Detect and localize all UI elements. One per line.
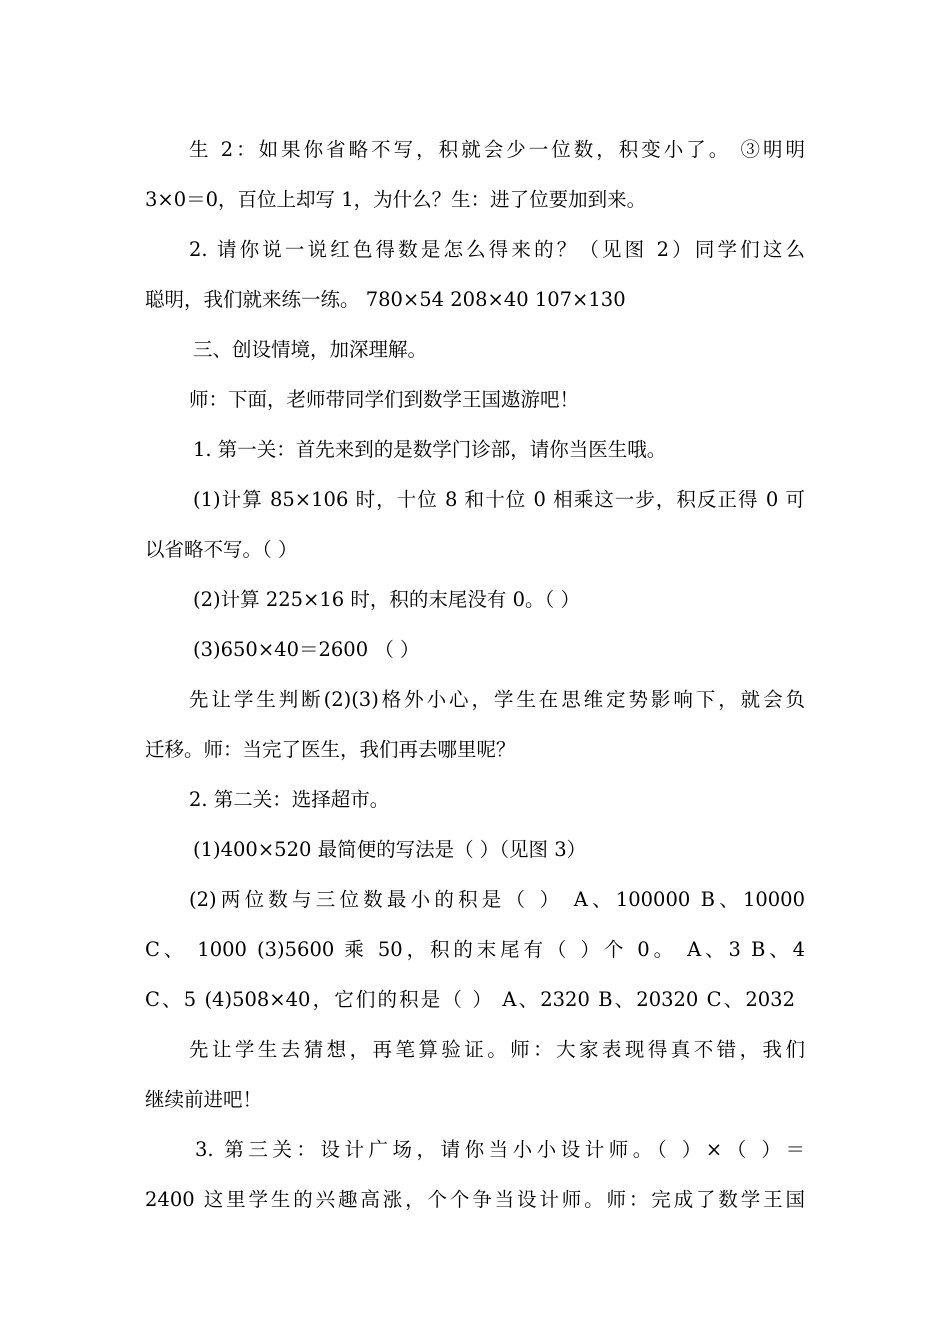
text-line-3: 2. 请你说一说红色得数是怎么得来的？（见图 2）同学们这么 bbox=[189, 238, 805, 261]
text-line-8: (1)计算 85×106 时，十位 8 和十位 0 相乘这一步，积反正得 0 可 bbox=[193, 488, 805, 511]
text-line-2: 3×0＝0，百位上却写 1，为什么？生：进了位要加到来。 bbox=[145, 188, 647, 211]
text-line-14: 2. 第二关：选择超市。 bbox=[189, 788, 390, 811]
text-line-19: 先让学生去猜想，再笔算验证。师：大家表现得真不错，我们 bbox=[189, 1038, 805, 1061]
text-line-21: 3. 第三关：设计广场，请你当小小设计师。（ ）×（ ）＝ bbox=[195, 1138, 805, 1161]
text-line-6: 师：下面，老师带同学们到数学王国遨游吧！ bbox=[189, 388, 580, 411]
text-line-13: 迁移。师：当完了医生，我们再去哪里呢？ bbox=[145, 738, 516, 761]
text-line-10: (2)计算 225×16 时，积的末尾没有 0。（ ） bbox=[193, 588, 580, 611]
text-line-22: 2400 这里学生的兴趣高涨，个个争当设计师。师：完成了数学王国 bbox=[145, 1188, 805, 1211]
text-line-1: 生 2：如果你省略不写，积就会少一位数，积变小了。 ③明明 bbox=[189, 138, 805, 161]
text-line-20: 继续前进吧！ bbox=[145, 1088, 263, 1111]
text-line-9: 以省略不写。（ ） bbox=[145, 538, 298, 561]
text-line-12: 先让学生判断(2)(3)格外小心，学生在思维定势影响下，就会负 bbox=[189, 688, 805, 711]
text-line-18: C、5 (4)508×40，它们的积是（ ） A、2320 B、20320 C、2032 bbox=[145, 988, 795, 1011]
text-line-4: 聪明，我们就来练一练。 780×54 208×40 107×130 bbox=[145, 288, 626, 311]
text-line-15: (1)400×520 最简便的写法是（ ）（见图 3） bbox=[193, 838, 587, 861]
text-line-11: (3)650×40＝2600 （ ） bbox=[193, 638, 420, 661]
text-line-17: C、 1000 (3)5600 乘 50，积的末尾有（ ）个 0。 A、3 B、4 bbox=[145, 938, 805, 961]
section-heading: 三、创设情境，加深理解。 bbox=[193, 338, 428, 361]
text-line-16: (2)两位数与三位数最小的积是（ ） A、100000 B、10000 bbox=[189, 888, 805, 911]
text-line-7: 1. 第一关：首先来到的是数学门诊部，请你当医生哦。 bbox=[193, 438, 667, 461]
